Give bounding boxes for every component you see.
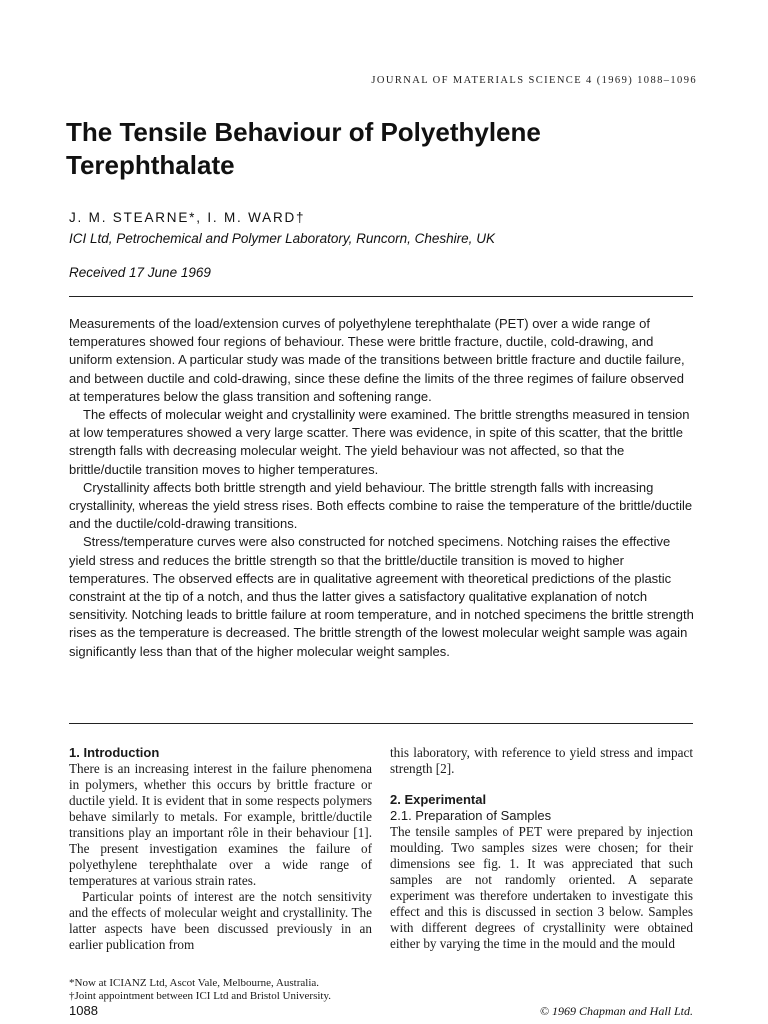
- abstract-bottom-rule: [69, 723, 693, 724]
- affiliation: ICI Ltd, Petrochemical and Polymer Laboratory, Runcorn, Cheshire, UK: [69, 231, 495, 246]
- subsection-heading: 2.1. Preparation of Samples: [390, 808, 552, 823]
- footnote: †Joint appointment between ICI Ltd and Bristol University.: [69, 989, 332, 1002]
- abstract-paragraph: Crystallinity affects both brittle strength and yield behaviour. The brittle strength falls with increasing crystallinity, whereas the yield stress rises. Both effects combine to raise the temperature of the brittle/ductile and the ductile/cold-drawing transitions.: [69, 479, 693, 532]
- section-heading-introduction: 1. Introduction: [69, 745, 160, 760]
- title-line-1: The Tensile Behaviour of Polyethylene: [66, 117, 541, 147]
- authors: J. M. STEARNE*, I. M. WARD†: [69, 210, 306, 225]
- footnotes: [69, 977, 331, 1002]
- title-line-2: Terephthalate: [66, 150, 235, 180]
- journal-header: JOURNAL OF MATERIALS SCIENCE 4 (1969) 1088–1096: [371, 75, 697, 86]
- body-paragraph: The tensile samples of PET were prepared by injection moulding. Two samples sizes were chosen; for their dimensions see fig. 1. It was appreciated that such samples are not randomly oriented. A separate experiment was therefore undertaken to investigate this effect and this is discussed in section 3 below. Samples with different degrees of crystallinity were obtained either by varying the time in the mould and the mould: [390, 824, 693, 951]
- footnote: *Now at ICIANZ Ltd, Ascot Vale, Melbourne, Australia.: [69, 977, 320, 989]
- abstract-paragraph: The effects of molecular weight and crystallinity were examined. The brittle strengths measured in tension at low temperatures showed a very large scatter. There was evidence, in spite of this scatter, that the brittle strength falls with decreasing molecular weight. The yield behaviour was not affected, so that the brittle/ductile transition moves to higher temperatures.: [69, 407, 690, 477]
- section-spacer: [390, 777, 693, 792]
- copyright-notice: © 1969 Chapman and Hall Ltd.: [539, 1004, 693, 1018]
- right-column: [390, 745, 693, 952]
- body-paragraph: There is an increasing interest in the failure phenomena in polymers, whether this occurs by brittle fracture or ductile yield. It is evident that in some respects polymers behave similarly to metals. For example, brittle/ductile transitions play an important rôle in their behaviour [1]. The present investigation examines the failure of polyethylene terephthalate over a wide range of temperatures at various strain rates.: [69, 761, 372, 888]
- abstract-paragraph: Stress/temperature curves were also constructed for notched specimens. Notching raises the effective yield stress and reduces the brittle strength so that the brittle/ductile transition is moved to higher temperatures. The observed effects are in qualitative agreement with theoretical predictions of the plastic constraint at the tip of a notch, and thus the latter gives a satisfactory qualitative explanation of notch sensitivity. Notching leads to brittle failure at room temperature, and in notched specimens the brittle strength rises as the temperature is decreased. The brittle strength of the lowest molecular weight sample was again significantly less than that of the higher molecular weight samples.: [69, 534, 694, 659]
- body-paragraph-continued: this laboratory, with reference to yield stress and impact strength [2].: [390, 745, 693, 776]
- body-paragraph: Particular points of interest are the notch sensitivity and the effects of molecular weight and crystallinity. The latter aspects have been discussed previously in an earlier publication from: [69, 889, 372, 952]
- article-title: [66, 116, 706, 182]
- abstract-top-rule: [69, 296, 693, 297]
- received-date: Received 17 June 1969: [69, 265, 211, 280]
- abstract-paragraph: Measurements of the load/extension curves of polyethylene terephthalate (PET) over a wide range of temperatures showed four regions of behaviour. These were brittle fracture, ductile, cold-drawing, and uniform extension. A particular study was made of the transitions between brittle fracture and ductile failure, and between ductile and cold-drawing, since these define the limits of the three regimes of failure observed at temperatures below the glass transition and softening range.: [69, 316, 685, 404]
- page-number: 1088: [69, 1003, 98, 1018]
- abstract: [69, 315, 695, 661]
- left-column: [69, 745, 372, 953]
- section-heading-experimental: 2. Experimental: [390, 792, 487, 807]
